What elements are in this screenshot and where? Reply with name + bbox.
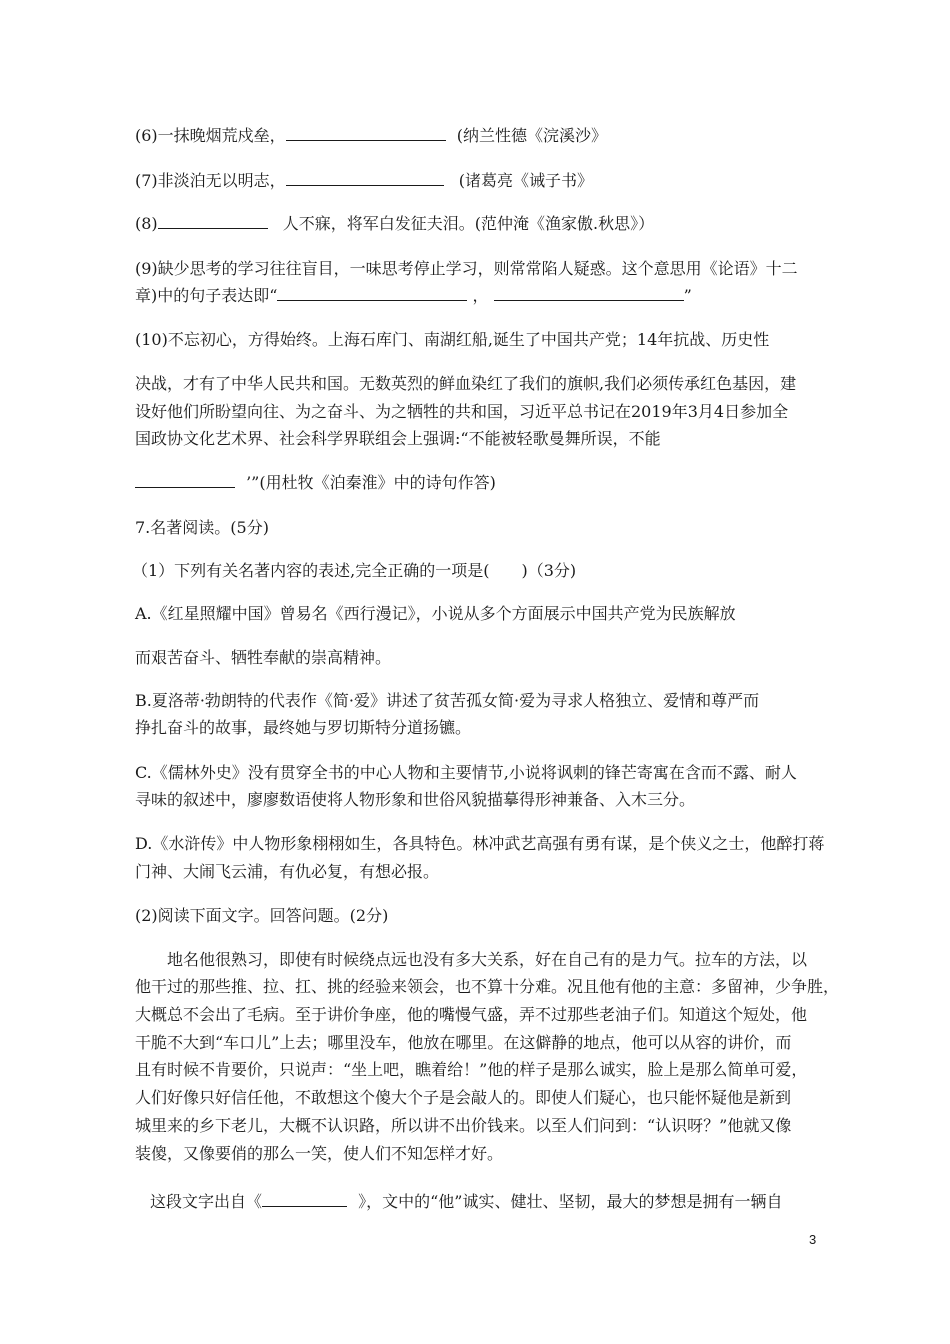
q7-line [135, 171, 593, 191]
q9-line-1 [135, 259, 798, 279]
answer-blank[interactable] [277, 286, 467, 301]
passage-text: 人们好像只好信任他，不敢想这个傻大个子是会敲人的。即使人们疑心，也只能怀疑他是新到 [135, 1088, 792, 1107]
q10-line-5 [135, 473, 496, 493]
q8-line [135, 214, 654, 234]
passage-line [135, 1088, 791, 1108]
page-number: 3 [809, 1232, 817, 1247]
answer-blank[interactable] [286, 126, 446, 141]
question-text: 国政协文化艺术界、社会科学界联组会上强调:“不能被轻歌曼舞所误，不能 [135, 429, 661, 448]
answer-blank[interactable] [135, 473, 235, 488]
q9-line-2 [135, 286, 692, 306]
question-text: 章)中的句子表达即“ [135, 286, 278, 305]
option-a-line-2 [135, 648, 391, 668]
passage-line [135, 1116, 791, 1136]
passage-line [135, 1033, 791, 1053]
option-text: 挣扎奋斗的故事，最终她与罗切斯特分道扬镳。 [135, 718, 472, 737]
passage-text: 大概总不会出了毛病。至于讲价争座，他的嘴慢气盛，弄不过那些老油子们。知道这个短处，他 [135, 1005, 808, 1024]
question-text: (9)缺少思考的学习往往盲目，一味思考停止学习，则常常陷人疑惑。这个意思用《论语》十二 [135, 259, 798, 278]
question-text: (7)非淡泊无以明志， [135, 171, 286, 190]
question-text: (2)阅读下面文字。回答问题。(2分) [135, 906, 389, 925]
passage-text: 干脆不大到“车口儿”上去；哪里没车，他放在哪里。在这僻静的地点，他可以从容的讲价，而 [135, 1033, 792, 1052]
q10-line-4 [135, 429, 661, 449]
passage-line [135, 1005, 807, 1025]
option-text: B.夏洛蒂·勃朗特的代表作《简·爱》讲述了贫苦孤女简·爱为寻求人格独立、爱情和尊严而 [135, 691, 760, 710]
passage-text: 地名他很熟习，即使有时候绕点远也没有多大关系，好在自己有的是力气。拉车的方法，以 [167, 950, 808, 969]
option-c-line-1 [135, 763, 797, 783]
section-title-text: 7.名著阅读。(5分) [135, 518, 269, 537]
q10-line-1 [135, 330, 769, 350]
final-question-line [150, 1192, 782, 1212]
q10-line-2 [135, 374, 796, 394]
question-text: 这段文字出自《 [150, 1192, 263, 1211]
question-text: (10)不忘初心，方得始终。上海石库门、南湖红船,诞生了中国共产党；14年抗战、历史性 [135, 330, 770, 349]
option-text: A.《红星照耀中国》曾易名《西行漫记》，小说从多个方面展示中国共产党为民族解放 [135, 604, 736, 623]
passage-text: 装傻，又像要俏的那么一笑，使人们不知怎样才好。 [135, 1144, 504, 1163]
option-d-line-2 [135, 862, 439, 882]
option-b-line-1 [135, 691, 759, 711]
source-text: (纳兰性德《浣溪沙》 [456, 126, 608, 145]
passage-line [167, 950, 807, 970]
option-text: D.《水浒传》中人物形象栩栩如生，各具特色。林冲武艺高强有勇有谋，是个侠义之士，他醉打蒋 [135, 834, 825, 853]
option-d-line-1 [135, 834, 824, 854]
option-text: C.《儒林外史》没有贯穿全书的中心人物和主要情节,小说将讽刺的锋芒寄寓在含而不露、耐人 [135, 763, 797, 782]
passage-text: 他干过的那些推、拉、扛、挑的经验来领会，也不算十分难。况且他有他的主意：多留神，少争胜， [135, 977, 840, 996]
section-title [135, 518, 269, 538]
q6-line [135, 126, 607, 146]
question-text: (6)一抹晚烟荒戍垒， [135, 126, 286, 145]
option-text: 门神、大闹飞云浦，有仇必复，有想必报。 [135, 862, 440, 881]
source-text: (诸葛亮《诫子书》 [458, 171, 594, 190]
passage-text: 城里来的乡下老儿，大概不认识路，所以讲不出价钱来。以至人们问到：“认识呀？”他就又像 [135, 1116, 792, 1135]
option-text: 寻味的叙述中，廖廖数语使将人物形象和世俗风貌描摹得形神兼备、入木三分。 [135, 790, 696, 809]
sub-question-1 [132, 561, 576, 581]
passage-line [135, 977, 839, 997]
sub-question-2 [135, 906, 388, 926]
passage-text: 且有时候不肯要价，只说声：“坐上吧，瞧着给！”他的样子是那么诚实，脸上是那么简单可爱， [135, 1060, 808, 1079]
question-text: 人不寐，将军白发征夫泪。(范仲淹《渔家傲.秋思》） [282, 214, 655, 233]
answer-blank[interactable] [494, 286, 684, 301]
option-a-line-1 [135, 604, 736, 624]
question-text: ” [683, 286, 692, 305]
answer-blank[interactable] [286, 171, 444, 186]
question-text: ， [472, 286, 489, 305]
q10-line-3 [135, 402, 788, 422]
answer-blank[interactable] [158, 214, 268, 229]
question-text: 设好他们所盼望向往、为之奋斗、为之牺牲的共和国，习近平总书记在2019年3月4日参加全 [135, 402, 789, 421]
answer-blank[interactable] [262, 1192, 347, 1207]
passage-line [135, 1144, 503, 1164]
option-b-line-2 [135, 718, 471, 738]
option-text: 而艰苦奋斗、牺牲奉献的崇高精神。 [135, 648, 392, 667]
option-c-line-2 [135, 790, 695, 810]
question-text: （1）下列有关名著内容的表述,完全正确的一项是( )（3分) [132, 561, 577, 580]
question-text: ’”(用杜牧《泊秦淮》中的诗句作答) [246, 473, 496, 492]
passage-line [135, 1060, 807, 1080]
question-text: (8) [135, 214, 158, 233]
question-text: 决战，才有了中华人民共和国。无数英烈的鲜血染红了我们的旗帜,我们必须传承红色基因，建 [135, 374, 797, 393]
question-text: 》，文中的“他”诚实、健壮、坚韧，最大的梦想是拥有一辆自 [358, 1192, 783, 1211]
